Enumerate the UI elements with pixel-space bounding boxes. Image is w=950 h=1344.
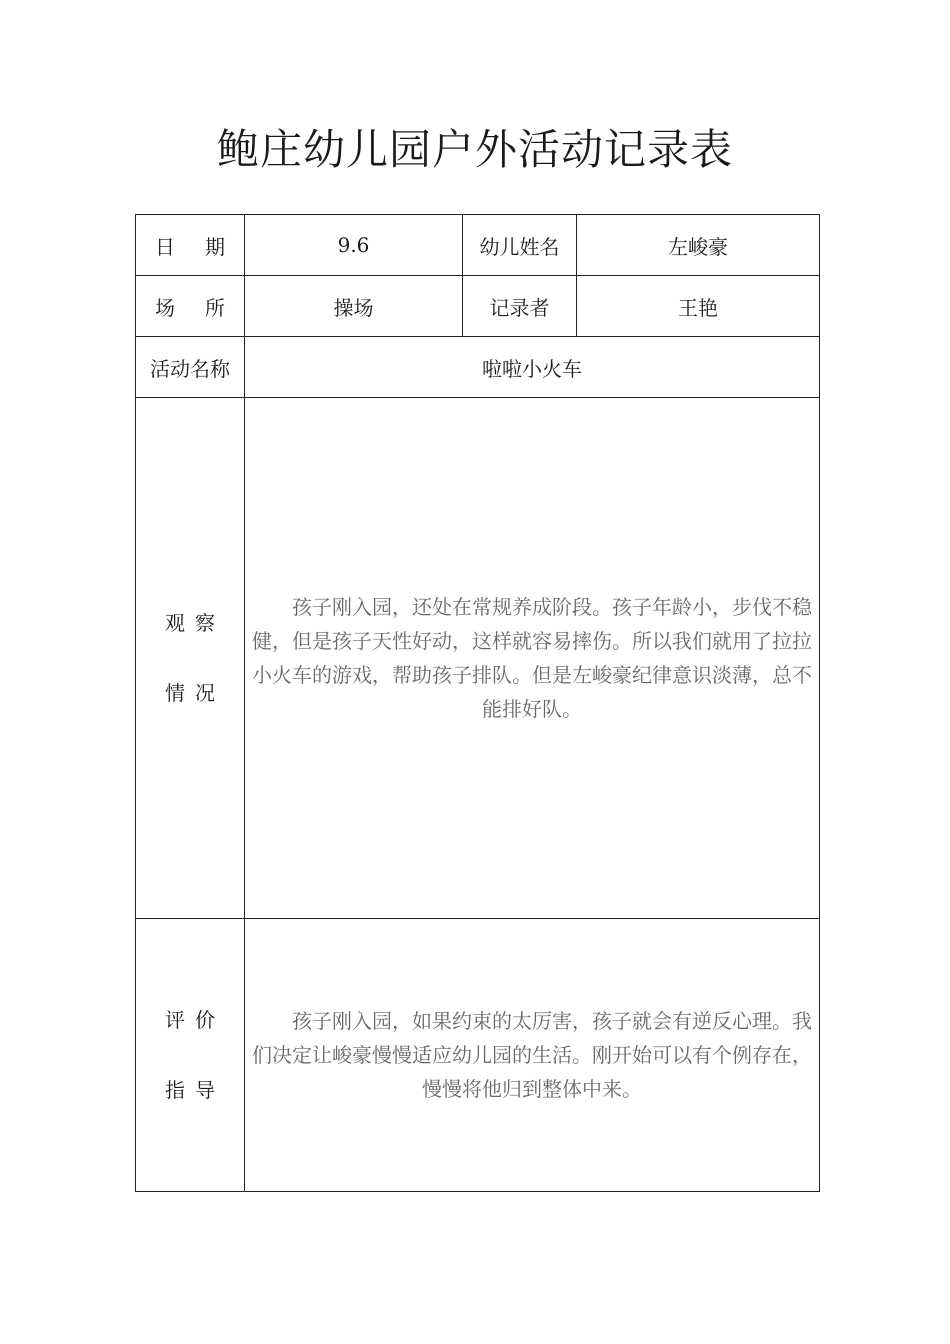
evaluation-label-lines <box>165 985 215 1125</box>
recorder-value: 王艳 <box>577 276 820 337</box>
evaluation-label-char-4: 导 <box>195 1078 215 1102</box>
evaluation-label-char-3: 指 <box>165 1078 185 1102</box>
place-label <box>136 276 245 337</box>
date-label <box>136 215 245 276</box>
observation-text: 孩子刚入园，还处在常规养成阶段。孩子年龄小，步伐不稳健，但是孩子天性好动，这样就容易摔伤。所以我们就用了拉拉小火车的游戏，帮助孩子排队。但是左峻豪纪律意识淡薄，总不能排好队。 <box>252 595 812 721</box>
date-label-char-1: 日 <box>155 234 175 259</box>
evaluation-label <box>136 919 245 1192</box>
table-row-date <box>136 215 820 276</box>
activity-name-label: 活动名称 <box>136 337 245 398</box>
table-row-observation <box>136 398 820 919</box>
activity-name-value: 啦啦小火车 <box>245 337 820 398</box>
place-label-char-2: 所 <box>205 295 225 320</box>
child-name-label: 幼儿姓名 <box>463 215 577 276</box>
evaluation-label-char-2: 价 <box>195 1008 215 1032</box>
table-row-evaluation <box>136 919 820 1192</box>
table-row-place <box>136 276 820 337</box>
observation-label-char-4: 况 <box>195 681 215 705</box>
observation-label <box>136 398 245 919</box>
observation-label-char-2: 察 <box>195 611 215 635</box>
place-label-char-1: 场 <box>155 295 175 320</box>
table-row-activity <box>136 337 820 398</box>
evaluation-text-cell <box>245 919 820 1192</box>
observation-label-char-1: 观 <box>165 611 185 635</box>
child-name-value: 左峻豪 <box>577 215 820 276</box>
observation-label-lines <box>165 588 215 728</box>
place-value: 操场 <box>245 276 463 337</box>
evaluation-label-char-1: 评 <box>165 1008 185 1032</box>
page-title: 鲍庄幼儿园户外活动记录表 <box>216 125 733 174</box>
date-value: 9.6 <box>245 215 463 276</box>
activity-record-table <box>135 214 820 1192</box>
date-label-char-2: 期 <box>205 234 225 259</box>
observation-text-cell <box>245 398 820 919</box>
evaluation-text: 孩子刚入园，如果约束的太厉害，孩子就会有逆反心理。我们决定让峻豪慢慢适应幼儿园的生活。刚开始可以有个例存在，慢慢将他归到整体中来。 <box>252 1009 812 1101</box>
recorder-label: 记录者 <box>463 276 577 337</box>
observation-label-char-3: 情 <box>165 681 185 705</box>
